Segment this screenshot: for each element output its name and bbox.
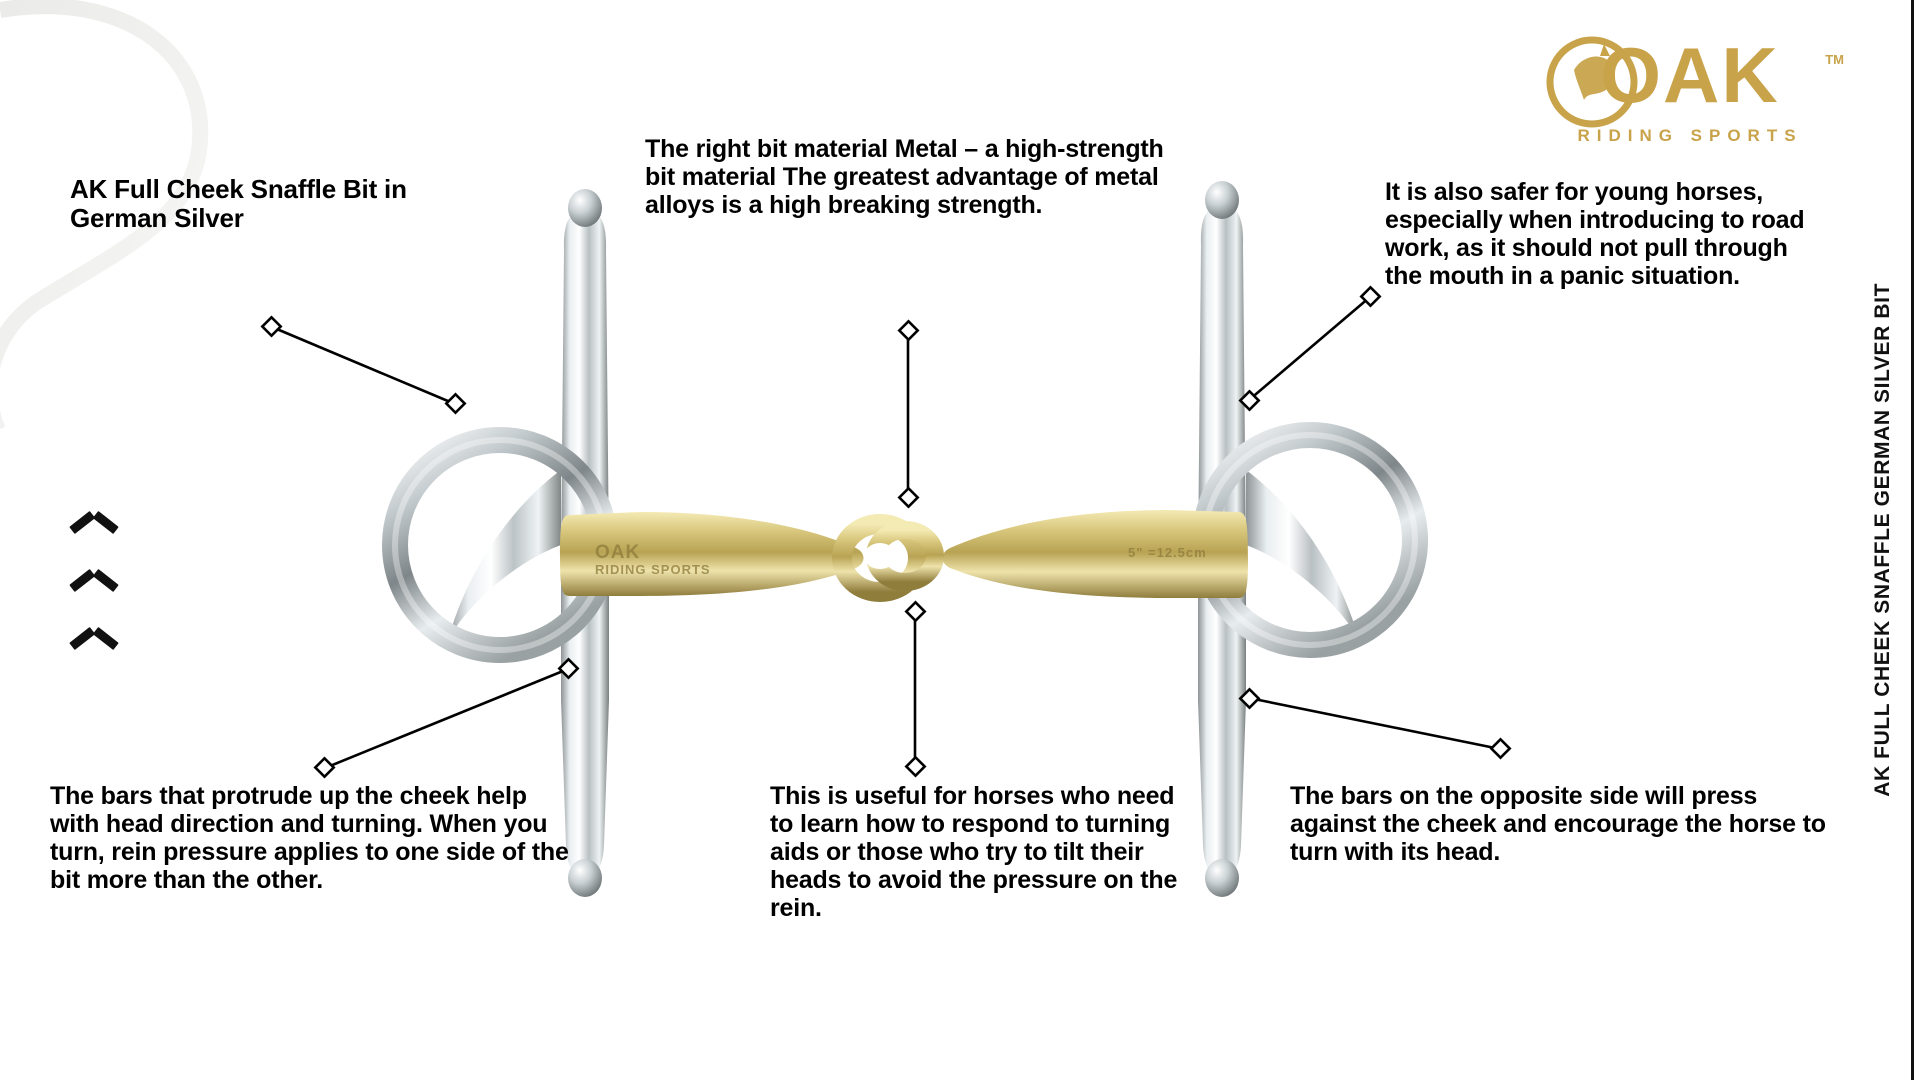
annotation-useful: This is useful for horses who need to learn how to respond to turning aids or those who try to tilt their heads to avoid the pressure on the rein.	[770, 782, 1178, 922]
annotation-opposite: The bars on the opposite side will press against the cheek and encourage the horse to turn with its head.	[1290, 782, 1826, 866]
brand-tagline: RIDING SPORTS	[1577, 126, 1803, 145]
side-caption-text: AK FULL CHEEK SNAFFLE GERMAN SILVER BIT	[1871, 283, 1894, 797]
annotation-bars-protrude: The bars that protrude up the cheek help with head direction and turning. When you turn, rein pressure applies to one side of the bit more than the other.	[50, 782, 569, 894]
side-caption	[1860, 0, 1906, 1080]
annotation-safer: It is also safer for young horses, especially when introducing to road work, as it should not pull through the mouth in a panic situation.	[1385, 178, 1805, 290]
brand-logo	[1530, 30, 1850, 160]
brand-name: OAK	[1600, 31, 1780, 119]
annotation-title-left: AK Full Cheek Snaffle Bit in German Silver	[70, 174, 407, 234]
chevron-decoration	[72, 520, 132, 680]
annotation-metal: The right bit material Metal – a high-strength bit material The greatest advantage of metal alloys is a high breaking strength.	[645, 135, 1164, 219]
chevron-up-icon	[72, 578, 116, 600]
trademark-mark: TM	[1825, 52, 1844, 67]
side-divider	[1911, 0, 1914, 1080]
chevron-up-icon	[72, 636, 116, 658]
engraving-brand: OAK RIDING SPORTS	[595, 542, 711, 577]
engraving-size: 5" =12.5cm	[1128, 545, 1207, 560]
chevron-up-icon	[72, 520, 116, 542]
